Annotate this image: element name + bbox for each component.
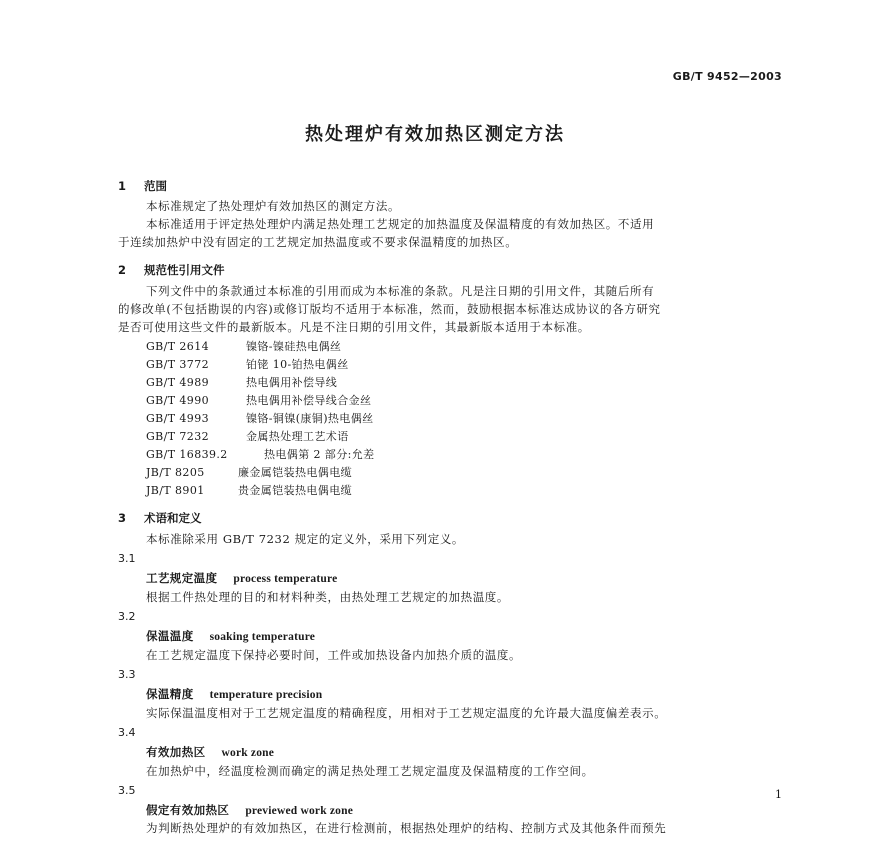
paragraph: 本标准规定了热处理炉有效加热区的测定方法。 bbox=[146, 199, 401, 213]
term-heading bbox=[146, 628, 315, 644]
term-definition: 实际保温温度相对于工艺规定温度的精确程度，用相对于工艺规定温度的允许最大温度偏差表示。 bbox=[146, 706, 667, 720]
term-zh: 工艺规定温度 bbox=[146, 571, 218, 585]
paragraph: 下列文件中的条款通过本标准的引用而成为本标准的条款。凡是注日期的引用文件，其随后所有 bbox=[146, 284, 655, 298]
reference-title: 铂铑 10-铂热电偶丝 bbox=[246, 358, 349, 371]
term-heading bbox=[146, 570, 337, 586]
reference-code: GB/T 7232 bbox=[146, 430, 210, 443]
reference-title: 热电偶第 2 部分:允差 bbox=[264, 448, 375, 461]
term-number: 3.4 bbox=[118, 726, 136, 739]
term-number: 3.1 bbox=[118, 552, 136, 565]
term-heading bbox=[146, 802, 353, 818]
reference-code: JB/T 8901 bbox=[146, 484, 205, 497]
reference-item bbox=[146, 464, 352, 480]
document-title: 热处理炉有效加热区测定方法 bbox=[305, 124, 565, 145]
reference-item bbox=[146, 410, 374, 426]
section-number: 2 bbox=[118, 263, 127, 277]
standard-code: GB/T 9452—2003 bbox=[672, 70, 782, 83]
reference-item bbox=[146, 428, 349, 444]
reference-title: 镍铬-铜镍(康铜)热电偶丝 bbox=[246, 412, 374, 425]
reference-item bbox=[146, 392, 371, 408]
reference-title: 贵金属铠装热电偶电缆 bbox=[238, 484, 352, 497]
reference-title: 热电偶用补偿导线合金丝 bbox=[246, 394, 372, 407]
reference-code: GB/T 2614 bbox=[146, 340, 210, 353]
reference-code: GB/T 16839.2 bbox=[146, 448, 228, 461]
paragraph: 本标准除采用 GB/T 7232 规定的定义外，采用下列定义。 bbox=[146, 532, 465, 546]
reference-title: 金属热处理工艺术语 bbox=[246, 430, 349, 443]
reference-item bbox=[146, 374, 337, 390]
term-en: work zone bbox=[221, 747, 275, 759]
term-heading bbox=[146, 686, 322, 702]
reference-code: GB/T 3772 bbox=[146, 358, 210, 371]
term-definition: 根据工件热处理的目的和材料种类，由热处理工艺规定的加热温度。 bbox=[146, 590, 509, 604]
reference-title: 廉金属铠装热电偶电缆 bbox=[238, 466, 352, 479]
term-zh: 保温温度 bbox=[146, 629, 194, 643]
paragraph: 本标准适用于评定热处理炉内满足热处理工艺规定的加热温度及保温精度的有效加热区。不适用 bbox=[146, 217, 655, 231]
reference-code: GB/T 4993 bbox=[146, 412, 210, 425]
section-title: 规范性引用文件 bbox=[144, 263, 225, 277]
term-zh: 保温精度 bbox=[146, 687, 194, 701]
term-number: 3.2 bbox=[118, 610, 136, 623]
section-number: 3 bbox=[118, 511, 127, 525]
reference-item bbox=[146, 356, 349, 372]
term-en: soaking temperature bbox=[209, 631, 316, 643]
term-en: previewed work zone bbox=[245, 805, 354, 817]
term-definition: 在工艺规定温度下保持必要时间，工件或加热设备内加热介质的温度。 bbox=[146, 648, 522, 662]
section-3-heading bbox=[118, 510, 202, 526]
term-heading bbox=[146, 744, 274, 760]
reference-item bbox=[146, 482, 352, 498]
reference-title: 热电偶用补偿导线 bbox=[246, 376, 338, 389]
section-1-heading bbox=[118, 178, 167, 194]
section-title: 范围 bbox=[144, 179, 167, 193]
section-number: 1 bbox=[118, 179, 127, 193]
paragraph-continuation: 于连续加热炉中没有固定的工艺规定加热温度或不要求保温精度的加热区。 bbox=[118, 235, 518, 249]
term-zh: 有效加热区 bbox=[146, 745, 206, 759]
section-title: 术语和定义 bbox=[144, 511, 202, 525]
reference-code: GB/T 4989 bbox=[146, 376, 210, 389]
reference-code: JB/T 8205 bbox=[146, 466, 205, 479]
term-zh: 假定有效加热区 bbox=[146, 803, 230, 817]
term-en: process temperature bbox=[233, 573, 338, 585]
term-en: temperature precision bbox=[209, 689, 323, 701]
term-definition: 在加热炉中，经温度检测而确定的满足热处理工艺规定温度及保温精度的工作空间。 bbox=[146, 764, 594, 778]
paragraph-continuation: 是否可使用这些文件的最新版本。凡是不注日期的引用文件，其最新版本适用于本标准。 bbox=[118, 320, 590, 334]
reference-code: GB/T 4990 bbox=[146, 394, 210, 407]
term-number: 3.3 bbox=[118, 668, 136, 681]
paragraph-continuation: 的修改单(不包括勘误的内容)或修订版均不适用于本标准，然而，鼓励根据本标准达成协议的各方研究 bbox=[118, 302, 661, 316]
reference-item bbox=[146, 338, 341, 354]
section-2-heading bbox=[118, 262, 225, 278]
page-number: 1 bbox=[775, 788, 782, 801]
term-number: 3.5 bbox=[118, 784, 136, 797]
reference-title: 镍铬-镍硅热电偶丝 bbox=[246, 340, 342, 353]
term-definition: 为判断热处理炉的有效加热区，在进行检测前，根据热处理炉的结构、控制方式及其他条件而预先 bbox=[146, 821, 667, 835]
reference-item bbox=[146, 446, 375, 462]
